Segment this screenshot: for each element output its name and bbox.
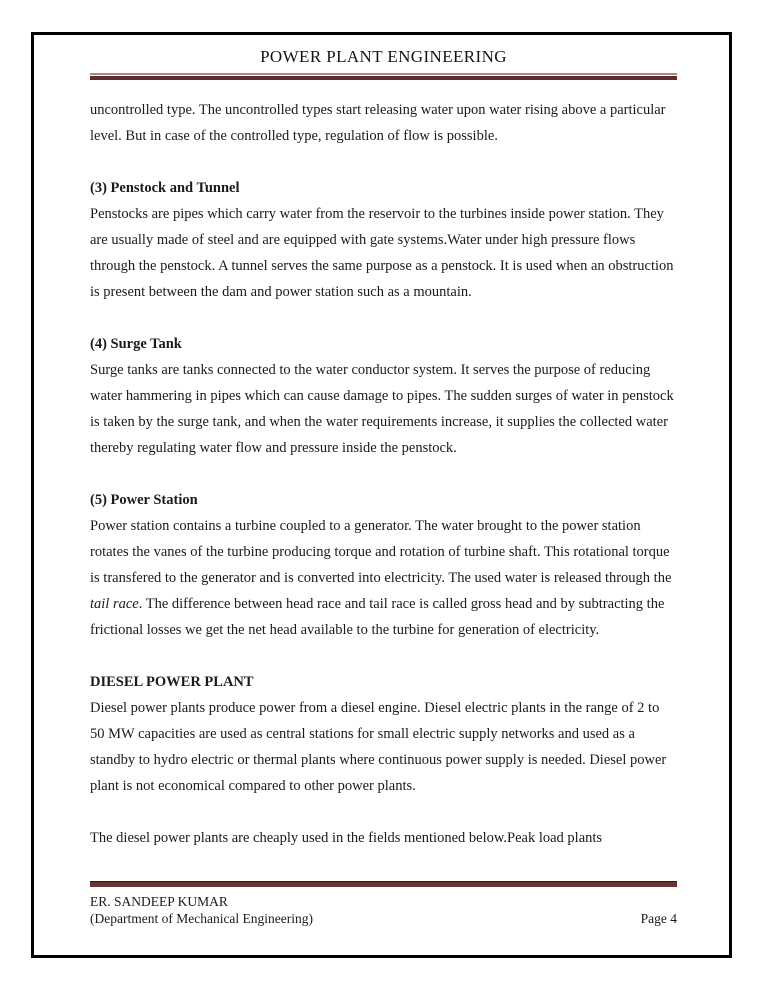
section-block (90, 487, 677, 643)
paragraph-text (90, 97, 677, 149)
paragraph-text (90, 201, 677, 305)
text-segment: Diesel power plants produce power from a diesel engine. Diesel electric plants in the range of 2 to 50 MW capacities are used as central stations for small electric supply networks and used as a standby to hydro electric or thermal plants where continuous power supply is needed. Diesel power plant is not economical compared to other power plants. (90, 700, 667, 794)
footer-author: ER. SANDEEP KUMAR (90, 894, 228, 909)
section-heading: (3) Penstock and Tunnel (90, 180, 240, 196)
footer-rule (90, 881, 677, 887)
text-segment: . The difference between head race and tail race is called gross head and by subtracting the frictional losses we get the net head available to the turbine for generation of electricity. (90, 596, 665, 638)
section-heading: (4) Surge Tank (90, 336, 182, 352)
italic-term: tail race (90, 596, 139, 612)
paragraph-block (90, 825, 677, 851)
footer-second-line (90, 910, 677, 927)
section-heading: (5) Power Station (90, 492, 198, 508)
text-segment: Surge tanks are tanks connected to the water conductor system. It serves the purpose of reducing water hammering in pipes which can cause damage to pipes. The sudden surges of water in penstock is taken by the surge tank, and when the water requirements increase, it supplies the collected water thereby regulating water flow and pressure inside the penstock. (90, 362, 674, 456)
page-footer (90, 881, 677, 927)
section-block (90, 175, 677, 305)
document-body (90, 97, 677, 881)
paragraph-text (90, 513, 677, 643)
text-segment: Power station contains a turbine coupled to a generator. The water brought to the power station rotates the vanes of the turbine producing torque and rotation of turbine shaft. This rotational torque is transfered to the generator and is converted into electricity. The used water is released through the (90, 518, 672, 586)
header-rule-thick-line (90, 76, 677, 80)
header-rule (90, 73, 677, 80)
footer-department: (Department of Mechanical Engineering) (90, 911, 314, 926)
section-block (90, 331, 677, 461)
paragraph-text (90, 695, 677, 799)
document-title: POWER PLANT ENGINEERING (260, 47, 507, 66)
section-block (90, 669, 677, 799)
paragraph-text (90, 825, 677, 851)
text-segment: uncontrolled type. The uncontrolled types start releasing water upon water rising above a particular level. But in case of the controlled type, regulation of flow is possible. (90, 102, 666, 144)
document-page (31, 32, 732, 958)
footer-page-number: Page 4 (640, 911, 677, 926)
section-heading: DIESEL POWER PLANT (90, 674, 254, 690)
paragraph-block (90, 97, 677, 149)
paragraph-text (90, 357, 677, 461)
text-segment: The diesel power plants are cheaply used in the fields mentioned below.Peak load plants (90, 830, 603, 846)
text-segment: Penstocks are pipes which carry water from the reservoir to the turbines inside power station. They are usually made of steel and are equipped with gate systems.Water under high pressure flows through the penstock. A tunnel serves the same purpose as a penstock. It is used when an obstruction is present between the dam and power station such as a mountain. (90, 206, 674, 300)
